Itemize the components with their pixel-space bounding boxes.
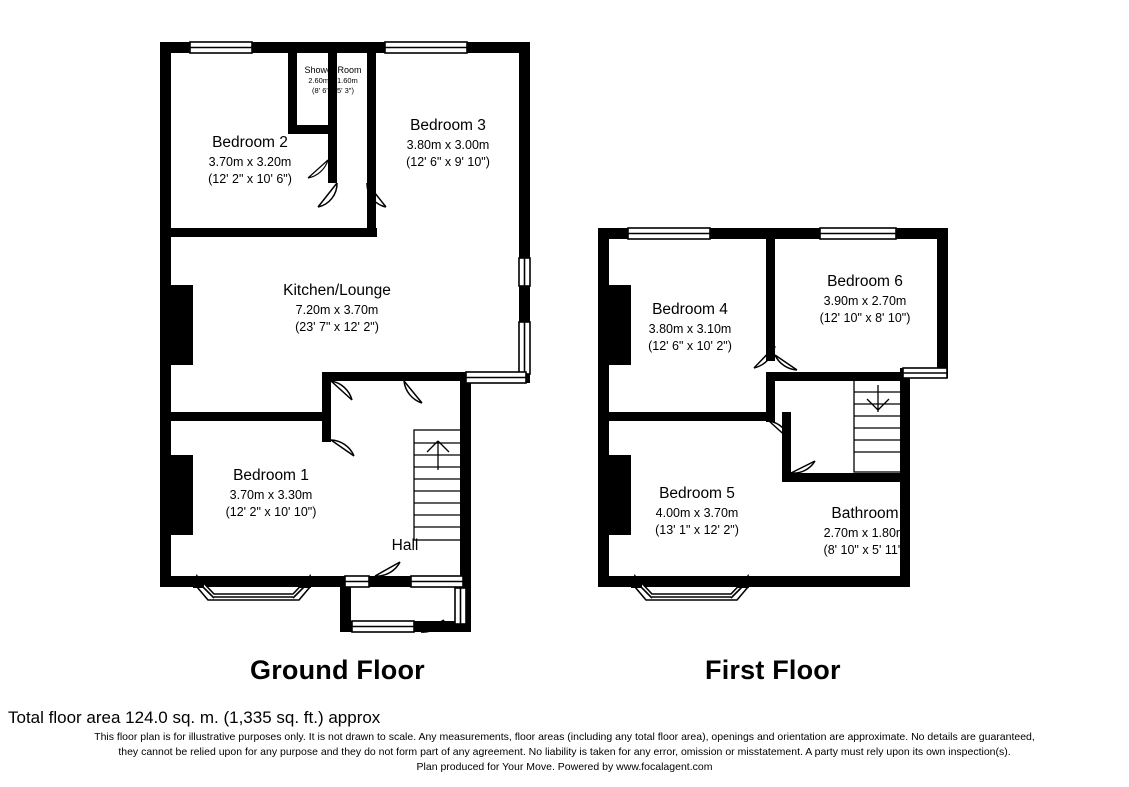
room-dim-metric: 3.70m x 3.30m: [229, 487, 313, 502]
room-name: Bathroom: [831, 505, 899, 522]
room-label-bedroom-1: [196, 466, 346, 521]
first-floor-title: First Floor: [705, 655, 841, 685]
room-dim-metric: 3.70m x 3.20m: [208, 154, 292, 169]
disclaimer-line-2: they cannot be relied upon for any purpose and they do not form part of any agreement. No liability is taken for any error, omission or misstatement. A party must rely upon its own inspection(s).: [118, 746, 1011, 759]
room-dim-imperial: (8' 10" x 5' 11"): [823, 542, 907, 557]
room-name: Bedroom 2: [212, 134, 288, 151]
room-label-shower-room: [278, 64, 388, 96]
room-label-kitchen-lounge: [259, 281, 415, 336]
room-dim-imperial: (12' 6" x 10' 2"): [648, 338, 732, 353]
disclaimer-line-3: Plan produced for Your Move. Powered by www.focalagent.com: [416, 761, 713, 774]
disclaimer-line-1: This floor plan is for illustrative purposes only. It is not drawn to scale. Any measurements, floor areas (including any total floor area), openings and orientation are approximate. No details are guaranteed,: [94, 731, 1035, 743]
room-dim-metric: 3.80m x 3.00m: [406, 137, 490, 152]
room-dim-imperial: (12' 2" x 10' 10"): [225, 504, 317, 519]
room-label-bedroom-3: [378, 116, 518, 171]
room-dim-metric: 2.70m x 1.80m: [823, 525, 907, 540]
ground-floor-title: Ground Floor: [250, 655, 425, 685]
footer: [0, 708, 1129, 776]
room-name: Bedroom 4: [652, 301, 728, 318]
room-dim-imperial: (12' 6" x 9' 10"): [406, 154, 490, 169]
room-label-bedroom-6: [790, 272, 940, 327]
room-name: Hall: [391, 537, 419, 554]
room-dim-metric: 7.20m x 3.70m: [295, 302, 379, 317]
room-dim-imperial: (12' 10" x 8' 10"): [819, 310, 911, 325]
room-dim-metric: 3.90m x 2.70m: [823, 293, 907, 308]
room-name: Bedroom 6: [827, 273, 903, 290]
room-label-hall: [360, 536, 450, 557]
room-label-bathroom: [790, 504, 940, 559]
room-name: Bedroom 1: [233, 467, 309, 484]
room-label-bedroom-5: [622, 484, 772, 539]
room-dim-imperial: (13' 1" x 12' 2"): [655, 522, 739, 537]
room-label-bedroom-4: [615, 300, 765, 355]
room-dim-imperial: (8' 6" x 5' 3"): [312, 86, 354, 96]
room-dim-metric: 2.60m x 1.60m: [308, 76, 358, 86]
room-name: Bedroom 3: [410, 117, 486, 134]
room-name: Shower Room: [304, 65, 362, 75]
room-dim-metric: 3.80m x 3.10m: [648, 321, 732, 336]
room-dim-imperial: (23' 7" x 12' 2"): [295, 319, 379, 334]
room-dim-imperial: (12' 2" x 10' 6"): [208, 171, 292, 186]
room-dim-metric: 4.00m x 3.70m: [655, 505, 739, 520]
room-label-bedroom-2: [180, 133, 320, 188]
room-name: Bedroom 5: [659, 485, 735, 502]
room-name: Kitchen/Lounge: [283, 282, 391, 299]
disclaimer: [0, 730, 1129, 776]
total-floor-area: Total floor area 124.0 sq. m. (1,335 sq. ft.) approx: [8, 708, 381, 727]
